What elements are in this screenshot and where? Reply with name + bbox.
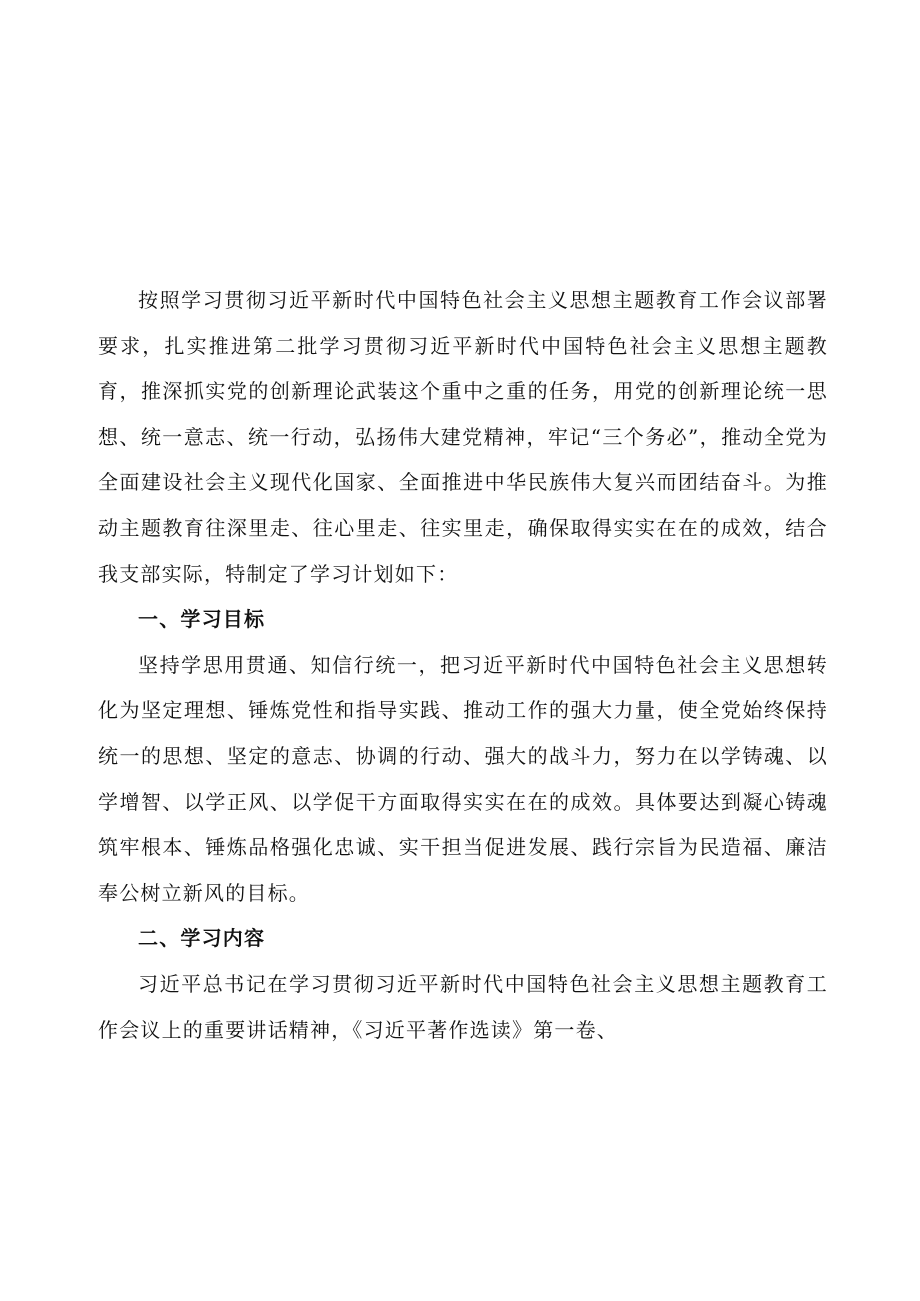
section-heading-learning-content: 二、学习内容 xyxy=(138,926,266,951)
intro-paragraph: 按照学习贯彻习近平新时代中国特色社会主义思想主题教育工作会议部署要求，扎实推进第二批学习贯彻习近平新时代中国特色社会主义思想主题教育，推深抓实党的创新理论武装这个重中之重的任务，用党的创新理论统一思想、统一意志、统一行动，弘扬伟大建党精神，牢记“三个务必”，推动全党为全面建设社会主义现代化国家、全面推进中华民族伟大复兴而团结奋斗。为推动主题教育往深里走、往心里走、往实里走，确保取得实实在在的成效，结合我支部实际，特制定了学习计划如下： xyxy=(98,288,828,586)
learning-goals-paragraph: 坚持学思用贯通、知信行统一，把习近平新时代中国特色社会主义思想转化为坚定理想、锤炼党性和指导实践、推动工作的强大力量，使全党始终保持统一的思想、坚定的意志、协调的行动、强大的战斗力，努力在以学铸魂、以学增智、以学正风、以学促干方面取得实实在在的成效。具体要达到凝心铸魂筑牢根本、锤炼品格强化忠诚、实干担当促进发展、践行宗旨为民造福、廉洁奉公树立新风的目标。 xyxy=(98,652,828,905)
document-body xyxy=(98,278,828,1053)
section-heading-learning-goals: 一、学习目标 xyxy=(138,607,266,632)
learning-content-paragraph: 习近平总书记在学习贯彻习近平新时代中国特色社会主义思想主题教育工作会议上的重要讲话精神，《习近平著作选读》第一卷、 xyxy=(98,971,828,1042)
